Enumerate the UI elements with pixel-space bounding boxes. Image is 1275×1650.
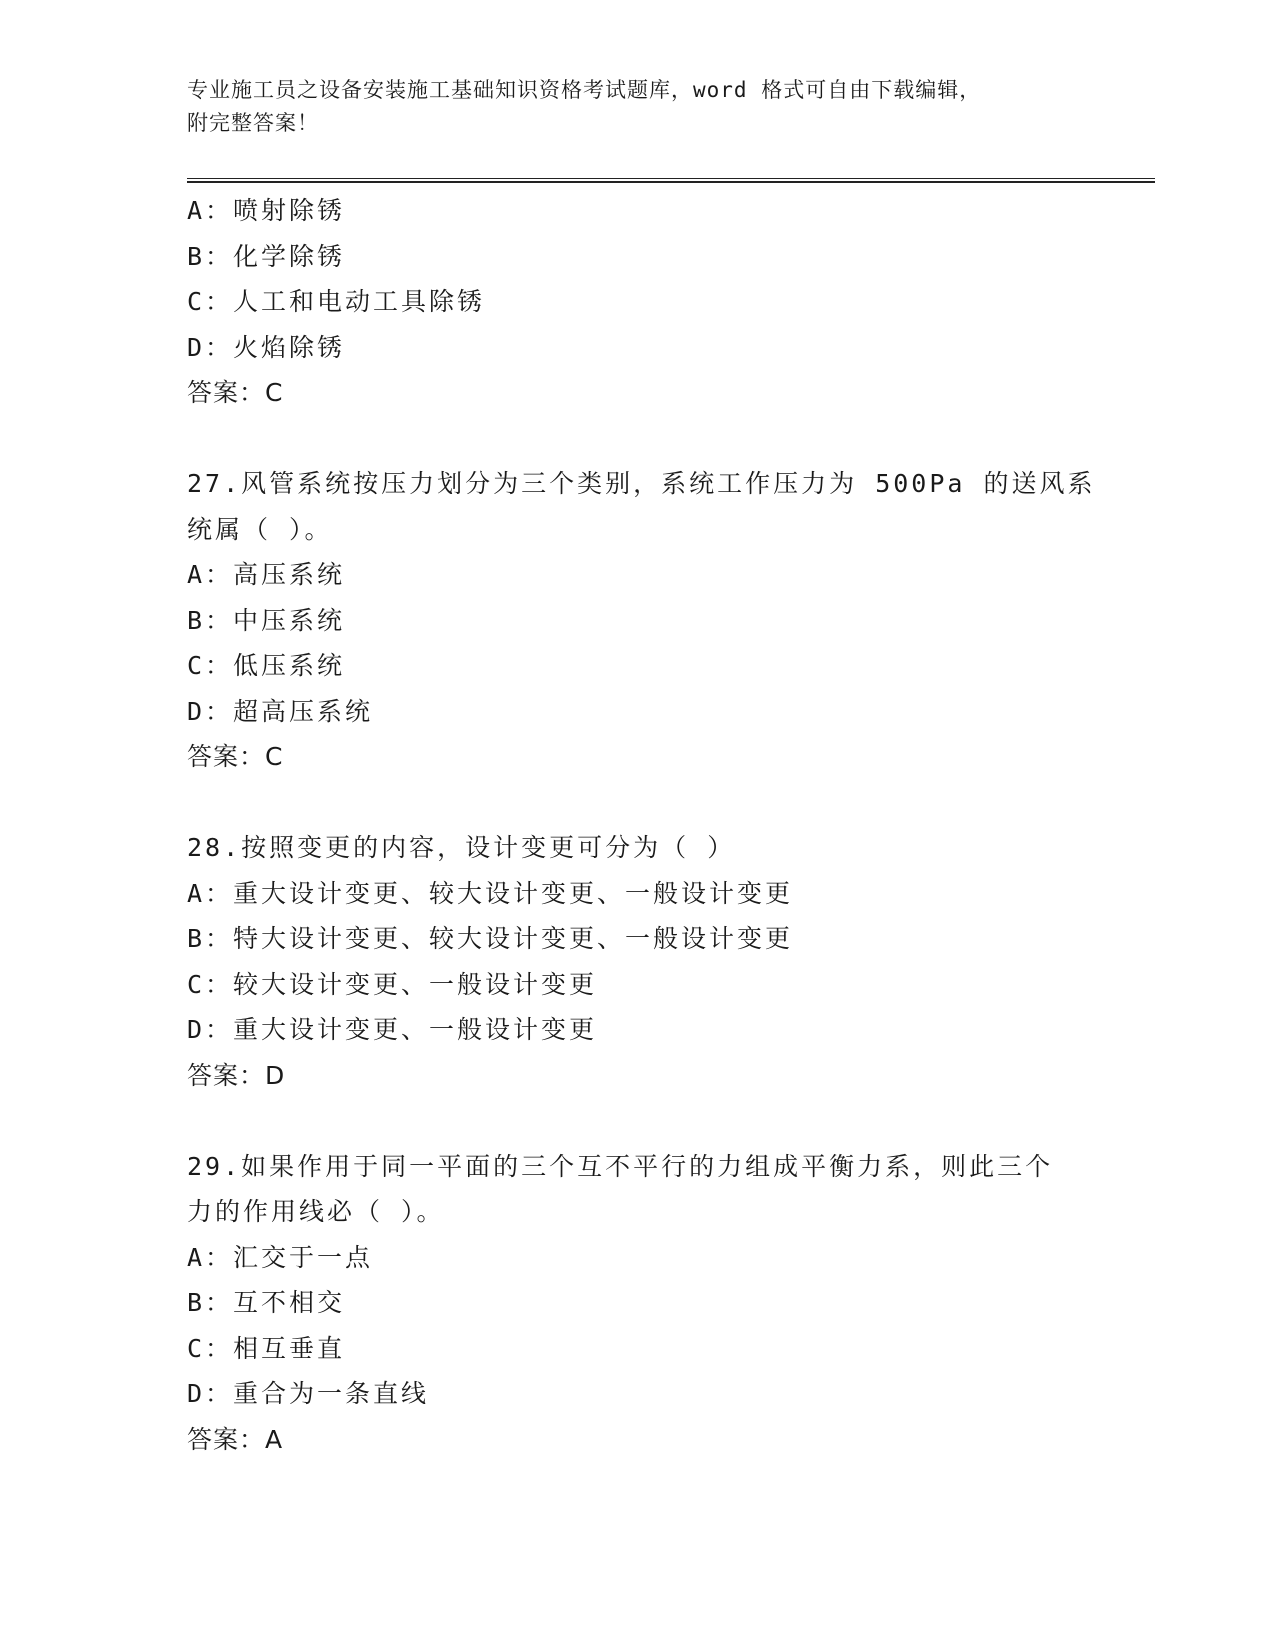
header-line-2: 附完整答案！ [187, 111, 319, 135]
document-header [187, 74, 1067, 140]
option-b: B：特大设计变更、较大设计变更、一般设计变更 [187, 924, 794, 953]
question-29 [187, 1144, 1087, 1463]
question-stem-line-1: 28.按照变更的内容，设计变更可分为（ ） [187, 833, 736, 862]
question-28 [187, 825, 1087, 1098]
option-c: C：较大设计变更、一般设计变更 [187, 969, 598, 999]
answer: 答案：C [187, 378, 284, 407]
answer: 答案：C [187, 742, 284, 771]
question-27 [187, 461, 1096, 780]
option-a: A：高压系统 [187, 560, 346, 589]
option-d: D：重合为一条直线 [187, 1379, 430, 1408]
question-stem-line-1: 29.如果作用于同一平面的三个互不平行的力组成平衡力系，则此三个 [187, 1151, 1054, 1181]
question-list [187, 188, 1096, 1462]
option-c: C：相互垂直 [187, 1333, 346, 1363]
option-a: A：汇交于一点 [187, 1242, 374, 1272]
question-26 [187, 188, 1087, 416]
option-d: D：超高压系统 [187, 696, 374, 726]
header-line-1: 专业施工员之设备安装施工基础知识资格考试题库，word 格式可自由下载编辑， [187, 78, 982, 102]
option-a: A：重大设计变更、较大设计变更、一般设计变更 [187, 878, 794, 908]
spacer [187, 416, 1087, 462]
answer: 答案：D [187, 1060, 286, 1090]
option-b: B：中压系统 [187, 605, 346, 635]
question-stem-line-2: 力的作用线必（ ）。 [187, 1197, 445, 1226]
option-d: D：火焰除锈 [187, 332, 346, 362]
answer: 答案：A [187, 1424, 284, 1454]
spacer [187, 1098, 1087, 1144]
header-divider [187, 178, 1155, 183]
option-a: A：喷射除锈 [187, 196, 346, 225]
spacer [187, 780, 1087, 826]
option-b: B：化学除锈 [187, 241, 346, 271]
option-c: C：人工和电动工具除锈 [187, 287, 486, 316]
option-d: D：重大设计变更、一般设计变更 [187, 1015, 598, 1044]
option-b: B：互不相交 [187, 1288, 346, 1317]
option-c: C：低压系统 [187, 651, 346, 680]
question-stem-line-1: 27.风管系统按压力划分为三个类别，系统工作压力为 500Pa 的送风系 [187, 469, 1096, 498]
question-stem-line-2: 统属（ ）。 [187, 514, 333, 544]
